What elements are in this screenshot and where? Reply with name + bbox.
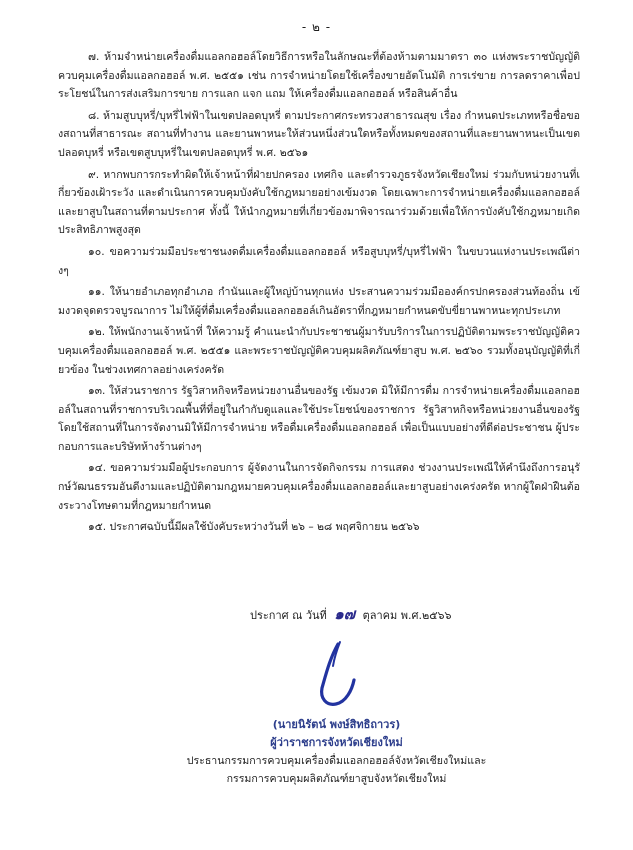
- signer-role-line-1: ประธานกรรมการควบคุมเครื่องดื่มแอลกอฮอล์จังหวัดเชียงใหม่และ: [186, 755, 487, 767]
- clause-8: ๘. ห้ามสูบบุหรี่/บุหรี่ไฟฟ้าในเขตปลอดบุหรี่ ตามประกาศกระทรวงสาธารณสุข เรื่อง กำหนดประเภทหรือชื่อของสถานที่สาธารณะ สถานที่ทำงาน และยานพาหนะให้ส่วนหนึ่งส่วนใดหรือทั้งหมดของสถานที่และยานพาหนะเป็นเขตปลอดบุหรี่ หรือเขตสูบบุหรี่ในเขตปลอดบุหรี่ พ.ศ. ๒๕๖๑: [58, 109, 580, 159]
- announce-day-handwritten: ๑๗: [334, 605, 356, 623]
- clause-13: ๑๓. ให้ส่วนราชการ รัฐวิสาหกิจหรือหน่วยงานอื่นของรัฐ เข้มงวด มิให้มีการดื่ม การจำหน่ายเครื่องดื่มแอลกอฮอล์ในสถานที่ราชการบริเวณพื้นที่ที่อยู่ในกำกับดูแลและใช้ประโยชน์ของราชการ รัฐวิสาหกิจหรือหน่วยงานอื่นของรัฐ โดยใช้สถานที่ในการจัดงานมิให้มีการจำหน่าย หรือดื่มเครื่องดื่มแอลกอฮอล์ เพื่อเป็นแบบอย่างที่ดีต่อประชาชน ผู้ประกอบการและบริษัทห้างร้านต่างๆ: [58, 385, 580, 453]
- announce-prefix: ประกาศ ณ วันที่: [250, 609, 327, 622]
- announcement-date-line: [250, 602, 590, 626]
- signer-title: ผู้ว่าราชการจังหวัดเชียงใหม่: [270, 736, 403, 749]
- clause-11: ๑๑. ให้นายอำเภอทุกอำเภอ กำนันและผู้ใหญ่บ้านทุกแห่ง ประสานความร่วมมือองค์กรปกครองส่วนท้องถิ่น เข้มงวดจุดตรวจบูรณาการ ไม่ให้ผู้ที่ดื่มเครื่องดื่มแอลกอฮอล์เกินอัตราที่กฎหมายกำหนดขับขี่ยานพาหนะทุกประเภท: [58, 286, 580, 317]
- signer-name: (นายนิรัตน์ พงษ์สิทธิถาวร): [272, 718, 401, 731]
- signature-mark: [300, 640, 370, 712]
- signer-role-line-2: กรรมการควบคุมผลิตภัณฑ์ยาสูบจังหวัดเชียงใหม่: [226, 773, 447, 785]
- clause-9: ๙. หากพบการกระทำผิดให้เจ้าหน้าที่ฝ่ายปกครอง เทศกิจ และตำรวจภูธรจังหวัดเชียงใหม่ ร่วมกับหน่วยงานที่เกี่ยวข้องเฝ้าระวัง และดำเนินการควบคุมบังคับใช้กฎหมายอย่างเข้มงวด โดยเฉพาะการจำหน่ายเครื่องดื่มแอลกอฮอล์และยาสูบในสถานที่ตามประกาศ ทั้งนี้ ให้นำกฎหมายที่เกี่ยวข้องมาพิจารณาร่วมด้วยเพื่อให้การบังคับใช้กฎหมายเกิดประสิทธิภาพสูงสุด: [58, 168, 580, 237]
- signer-role: [0, 752, 633, 788]
- clause-15: ๑๕. ประกาศฉบับนี้มีผลใช้บังคับระหว่างวันที่ ๒๖ – ๒๘ พฤศจิกายน ๒๕๖๖: [88, 521, 420, 534]
- announce-suffix: ตุลาคม พ.ศ.๒๕๖๖: [362, 609, 452, 622]
- clause-10: ๑๐. ขอความร่วมมือประชาชนงดดื่มเครื่องดื่มแอลกอฮอล์ หรือสูบบุหรี่/บุหรี่ไฟฟ้า ในขบวนแห่งานประเพณีต่างๆ: [58, 245, 580, 277]
- page-number: - ๒ -: [301, 20, 332, 34]
- clause-12: ๑๒. ให้พนักงานเจ้าหน้าที่ ให้ความรู้ คำแนะนำกับประชาชนผู้มารับบริการในการปฏิบัติตามพระราชบัญญัติควบคุมเครื่องดื่มแอลกอฮอล์ พ.ศ. ๒๕๕๑ และพระราชบัญญัติควบคุมผลิตภัณฑ์ยาสูบ พ.ศ. ๒๕๖๐ รวมทั้งอนุบัญญัติที่เกี่ยวข้อง ในช่วงเทศกาลอย่างเคร่งครัด: [58, 326, 580, 376]
- document-body: [58, 48, 580, 540]
- clause-7: ๗. ห้ามจำหน่ายเครื่องดื่มแอลกอฮอล์โดยวิธีการหรือในลักษณะที่ต้องห้ามตามมาตรา ๓๐ แห่งพระราชบัญญัติควบคุมเครื่องดื่มแอลกอฮอล์ พ.ศ. ๒๕๕๑ เช่น การจำหน่ายโดยใช้เครื่องขายอัตโนมัติ การเร่ขาย การลดราคาเพื่อประโยชน์ในการส่งเสริมการขาย การแลก แจก แถม ให้เครื่องดื่มแอลกอฮอล์ หรือสินค้าอื่น: [58, 51, 580, 101]
- clause-14: ๑๔. ขอความร่วมมือผู้ประกอบการ ผู้จัดงานในการจัดกิจกรรม การแสดง ช่วงงานประเพณีให้คำนึงถึงการอนุรักษ์วัฒนธรรมอันดีงามและปฏิบัติตามกฎหมายควบคุมเครื่องดื่มแอลกอฮอล์และยาสูบอย่างเคร่งครัด หากผู้ใดฝ่าฝืนต้องระวางโทษตามที่กฎหมายกำหนด: [58, 462, 580, 512]
